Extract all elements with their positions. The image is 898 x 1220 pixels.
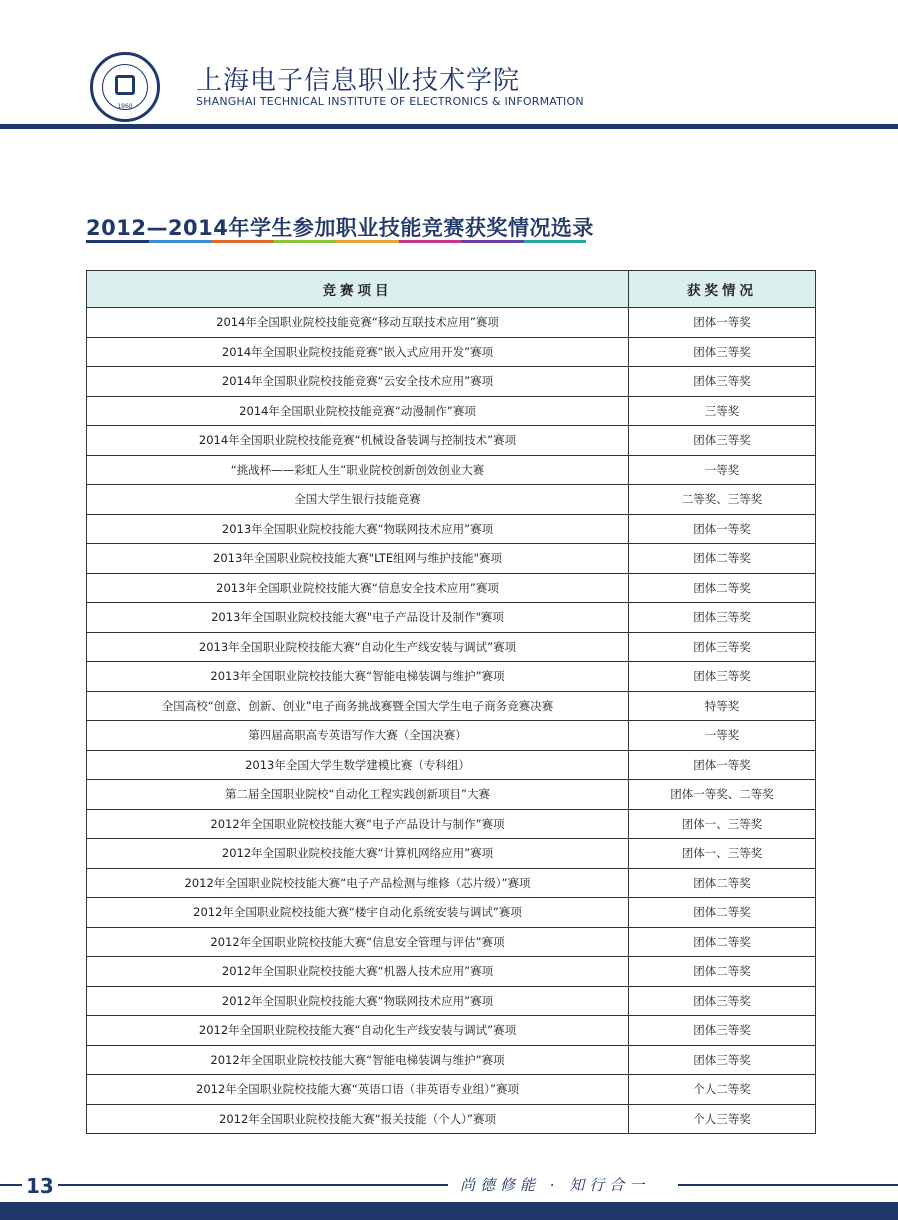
competition-cell: 2014年全国职业院校技能竞赛“云安全技术应用”赛项: [87, 367, 629, 397]
page-header: [0, 0, 898, 132]
table-header-row: [87, 271, 816, 308]
competition-cell: “挑战杯——彩虹人生”职业院校创新创效创业大赛: [87, 455, 629, 485]
award-cell: 团体三等奖: [629, 662, 816, 692]
underline-segment: [399, 240, 462, 243]
table-row: [87, 1045, 816, 1075]
table-row: [87, 662, 816, 692]
table-row: [87, 868, 816, 898]
award-cell: 团体一、三等奖: [629, 839, 816, 869]
page-number: 13: [26, 1174, 54, 1198]
competition-cell: 2013年全国大学生数学建模比赛（专科组）: [87, 750, 629, 780]
underline-segment: [211, 240, 274, 243]
logo-inner-ring: [102, 64, 148, 110]
competition-cell: 2013年全国职业院校技能大赛“智能电梯装调与维护”赛项: [87, 662, 629, 692]
award-cell: 团体三等奖: [629, 337, 816, 367]
table-row: [87, 721, 816, 751]
table-row: [87, 957, 816, 987]
table-row: [87, 1075, 816, 1105]
award-cell: 团体一等奖: [629, 308, 816, 338]
competition-cell: 2012年全国职业院校技能大赛“英语口语（非英语专业组）”赛项: [87, 1075, 629, 1105]
award-cell: 团体三等奖: [629, 1045, 816, 1075]
table-row: [87, 426, 816, 456]
competition-cell: 2013年全国职业院校技能大赛"电子产品设计及制作"赛项: [87, 603, 629, 633]
table-row: [87, 514, 816, 544]
underline-segment: [336, 240, 399, 243]
underline-segment: [149, 240, 212, 243]
table-row: [87, 927, 816, 957]
table-row: [87, 455, 816, 485]
competition-cell: 2013年全国职业院校技能大赛“自动化生产线安装与调试”赛项: [87, 632, 629, 662]
table-body: [87, 308, 816, 1134]
competition-cell: 第二届全国职业院校“自动化工程实践创新项目”大赛: [87, 780, 629, 810]
competition-cell: 2014年全国职业院校技能竞赛“动漫制作”赛项: [87, 396, 629, 426]
competition-cell: 全国大学生银行技能竞赛: [87, 485, 629, 515]
awards-table: [86, 270, 816, 1134]
award-cell: 团体二等奖: [629, 927, 816, 957]
competition-cell: 2012年全国职业院校技能大赛“楼宇自动化系统安装与调试”赛项: [87, 898, 629, 928]
award-cell: 个人三等奖: [629, 1104, 816, 1134]
competition-cell: 2012年全国职业院校技能大赛“电子产品检测与维修（芯片级）”赛项: [87, 868, 629, 898]
award-cell: 团体二等奖: [629, 573, 816, 603]
school-motto: 尚德修能 · 知行合一: [460, 1176, 650, 1194]
award-cell: 团体一等奖: [629, 514, 816, 544]
competition-cell: 2012年全国职业院校技能大赛“智能电梯装调与维护”赛项: [87, 1045, 629, 1075]
table-row: [87, 367, 816, 397]
table-row: [87, 1104, 816, 1134]
competition-cell: 2014年全国职业院校技能竞赛“嵌入式应用开发”赛项: [87, 337, 629, 367]
table-row: [87, 780, 816, 810]
underline-segment: [86, 240, 149, 243]
award-cell: 团体三等奖: [629, 603, 816, 633]
award-cell: 团体二等奖: [629, 957, 816, 987]
competition-cell: 2012年全国职业院校技能大赛“物联网技术应用”赛项: [87, 986, 629, 1016]
table-row: [87, 986, 816, 1016]
footer-line: [58, 1184, 448, 1186]
header-rule: [0, 124, 898, 129]
award-cell: 一等奖: [629, 455, 816, 485]
underline-segment: [274, 240, 337, 243]
competition-cell: 2013年全国职业院校技能大赛“信息安全技术应用”赛项: [87, 573, 629, 603]
underline-segment: [461, 240, 524, 243]
award-cell: 团体三等奖: [629, 367, 816, 397]
competition-cell: 2013年全国职业院校技能大赛“物联网技术应用”赛项: [87, 514, 629, 544]
competition-cell: 2012年全国职业院校技能大赛“信息安全管理与评估”赛项: [87, 927, 629, 957]
table-row: [87, 632, 816, 662]
table-row: [87, 691, 816, 721]
award-cell: 团体二等奖: [629, 898, 816, 928]
award-cell: 团体一等奖、二等奖: [629, 780, 816, 810]
competition-cell: 2013年全国职业院校技能大赛"LTE组网与维护技能"赛项: [87, 544, 629, 574]
award-cell: 一等奖: [629, 721, 816, 751]
table-row: [87, 1016, 816, 1046]
table-row: [87, 308, 816, 338]
award-cell: 团体三等奖: [629, 426, 816, 456]
award-cell: 团体三等奖: [629, 632, 816, 662]
school-logo: [90, 52, 160, 122]
table-row: [87, 809, 816, 839]
table-row: [87, 750, 816, 780]
section-title: 2012—2014年学生参加职业技能竞赛获奖情况选录: [86, 216, 594, 240]
header-award: 获奖情况: [629, 271, 816, 308]
competition-cell: 全国高校“创意、创新、创业”电子商务挑战赛暨全国大学生电子商务竞赛决赛: [87, 691, 629, 721]
title-underline: [86, 240, 586, 243]
award-cell: 特等奖: [629, 691, 816, 721]
footer-line: [0, 1184, 22, 1186]
award-cell: 二等奖、三等奖: [629, 485, 816, 515]
header-competition: 竞赛项目: [87, 271, 629, 308]
table-row: [87, 544, 816, 574]
competition-cell: 2014年全国职业院校技能竞赛“移动互联技术应用”赛项: [87, 308, 629, 338]
school-name-cn: 上海电子信息职业技术学院: [196, 66, 521, 96]
school-name-en: SHANGHAI TECHNICAL INSTITUTE OF ELECTRONICS & INFORMATION: [196, 95, 584, 108]
award-cell: 团体三等奖: [629, 1016, 816, 1046]
award-cell: 三等奖: [629, 396, 816, 426]
competition-cell: 2012年全国职业院校技能大赛“报关技能（个人）”赛项: [87, 1104, 629, 1134]
table-row: [87, 573, 816, 603]
logo-emblem-icon: [115, 75, 135, 95]
footer-line: [678, 1184, 898, 1186]
award-cell: 团体二等奖: [629, 868, 816, 898]
footer-bar: [0, 1202, 898, 1220]
award-cell: 团体二等奖: [629, 544, 816, 574]
table-row: [87, 839, 816, 869]
underline-segment: [524, 240, 587, 243]
logo-year: 1960: [117, 103, 133, 110]
competition-cell: 2012年全国职业院校技能大赛“机器人技术应用”赛项: [87, 957, 629, 987]
competition-cell: 第四届高职高专英语写作大赛（全国决赛）: [87, 721, 629, 751]
table-row: [87, 396, 816, 426]
competition-cell: 2014年全国职业院校技能竞赛“机械设备装调与控制技术”赛项: [87, 426, 629, 456]
award-cell: 团体三等奖: [629, 986, 816, 1016]
table-row: [87, 603, 816, 633]
competition-cell: 2012年全国职业院校技能大赛“计算机网络应用”赛项: [87, 839, 629, 869]
page-footer: [0, 1170, 898, 1220]
competition-cell: 2012年全国职业院校技能大赛“自动化生产线安装与调试”赛项: [87, 1016, 629, 1046]
award-cell: 团体一等奖: [629, 750, 816, 780]
award-cell: 个人二等奖: [629, 1075, 816, 1105]
table-row: [87, 337, 816, 367]
award-cell: 团体一、三等奖: [629, 809, 816, 839]
competition-cell: 2012年全国职业院校技能大赛“电子产品设计与制作”赛项: [87, 809, 629, 839]
table-row: [87, 898, 816, 928]
table-row: [87, 485, 816, 515]
